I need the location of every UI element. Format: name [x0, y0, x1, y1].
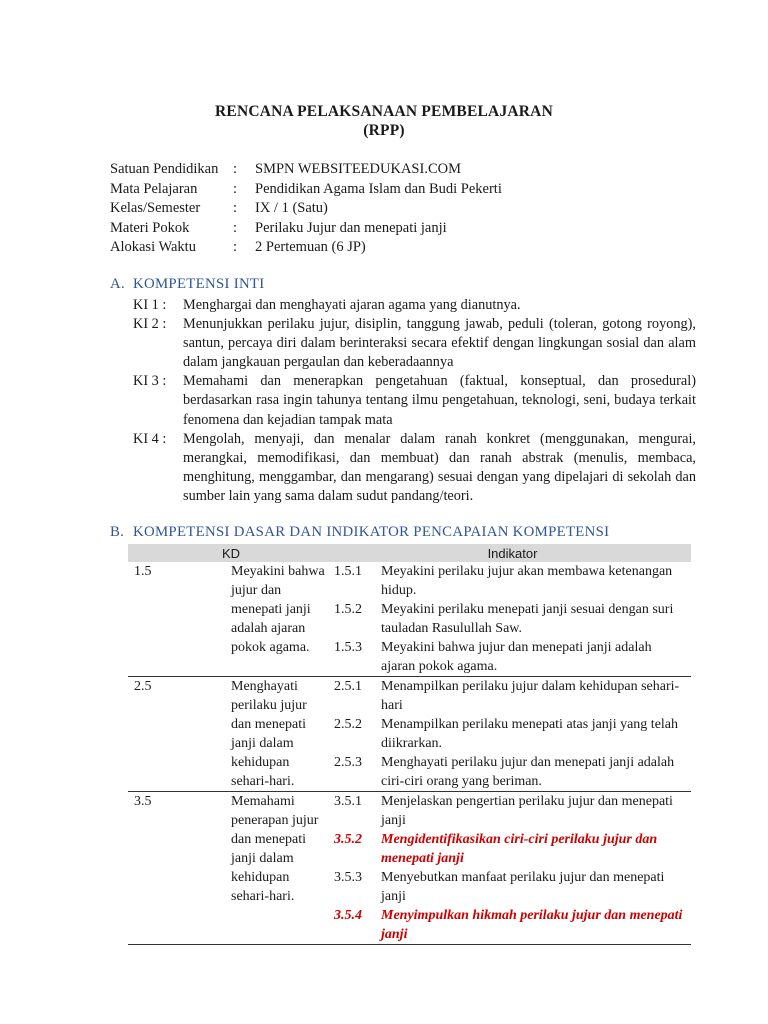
- indicator-item: [334, 753, 691, 791]
- ki-item: [133, 430, 696, 506]
- info-value: 2 Pertemuan (6 JP): [255, 239, 366, 255]
- indicator-number: 2.5.3: [334, 755, 362, 770]
- indicator-number: 3.5.1: [334, 794, 362, 809]
- info-value: Perilaku Jujur dan menepati janji: [255, 219, 447, 236]
- ki-text: Menghargai dan menghayati ajaran agama yang dianutnya.: [183, 297, 521, 313]
- indicator-item: [334, 715, 691, 753]
- info-value: SMPN WEBSITEEDUKASI.COM: [255, 161, 461, 177]
- ki-code: KI 4 :: [133, 430, 167, 447]
- indicator-item: [334, 868, 691, 906]
- indicator-text: Menjelaskan pengertian perilaku jujur dan menepati janji: [381, 794, 673, 828]
- identity-block: [110, 160, 502, 258]
- indicator-number: 2.5.2: [334, 717, 362, 732]
- document-subtitle: (RPP): [363, 122, 405, 139]
- info-label: Kelas/Semester: [110, 200, 201, 216]
- info-colon: :: [233, 219, 238, 236]
- section-a-heading: [110, 276, 265, 293]
- indicator-number: 3.5.3: [334, 870, 362, 885]
- info-colon: :: [233, 180, 238, 197]
- indicator-text: Menampilkan perilaku jujur dalam kehidupan sehari-hari: [381, 679, 680, 713]
- info-row-mapel: [110, 180, 502, 200]
- column-header-indikator: Indikator: [334, 544, 691, 562]
- indicator-item: [334, 600, 691, 638]
- column-header-kd: KD: [128, 544, 334, 562]
- indicator-text: Meyakini perilaku menepati janji sesuai dengan suri tauladan Rasulullah Saw.: [381, 602, 674, 636]
- indicator-text: Meyakini bahwa jujur dan menepati janji adalah ajaran pokok agama.: [381, 640, 652, 674]
- indicator-number: 1.5.1: [334, 564, 362, 579]
- indicator-item: [334, 677, 691, 715]
- kd-number: 2.5: [128, 677, 231, 792]
- section-letter: B.: [110, 524, 125, 540]
- section-title: KOMPETENSI DASAR DAN INDIKATOR PENCAPAIAN KOMPETENSI: [133, 524, 610, 540]
- indicator-cell: [334, 677, 691, 792]
- ki-item: [133, 296, 696, 315]
- indicator-text: Menghayati perilaku jujur dan menepati janji adalah ciri-ciri orang yang beriman.: [381, 755, 675, 789]
- table-row: [128, 677, 691, 792]
- kd-text: Memahami penerapan jujur dan menepati janji dalam kehidupan sehari-hari.: [231, 792, 334, 945]
- section-title: KOMPETENSI INTI: [133, 276, 265, 292]
- indicator-item-highlighted: [334, 906, 691, 944]
- document-title: RENCANA PELAKSANAAN PEMBELAJARAN: [215, 103, 553, 120]
- info-value: Pendidikan Agama Islam dan Budi Pekerti: [255, 180, 502, 197]
- indicator-number: 1.5.3: [334, 640, 362, 655]
- info-colon: :: [233, 239, 238, 255]
- ki-text: Memahami dan menerapkan pengetahuan (faktual, konseptual, dan prosedural) berdasarkan rasa ingin tahunya tentang ilmu pengetahuan, teknologi, seni, budaya terkait fenomena dan kejadian tampak mata: [183, 373, 696, 428]
- info-row-kelas: [110, 199, 502, 219]
- ki-text: Mengolah, menyaji, dan menalar dalam ranah konkret (menggunakan, mengurai, merangkai, memodifikasi, dan membuat) dan ranah abstrak (menulis, membaca, menghitung, menggambar, dan mengarang) sesuai dengan yang dipelajari di sekolah dan sumber lain yang sama dalam sudut pandang/teori.: [183, 430, 696, 504]
- info-colon: :: [233, 200, 238, 216]
- indicator-item: [334, 638, 691, 676]
- ki-code: KI 1 :: [133, 297, 167, 313]
- kompetensi-inti-list: [133, 296, 696, 506]
- kd-indikator-table: [128, 544, 691, 945]
- indicator-number: 3.5.2: [334, 832, 362, 847]
- indicator-text: Menampilkan perilaku menepati atas janji yang telah diikrarkan.: [381, 717, 679, 751]
- indicator-item: [334, 562, 691, 600]
- info-row-materi: [110, 219, 502, 239]
- indicator-number: 2.5.1: [334, 679, 362, 694]
- table-row: [128, 562, 691, 677]
- indicator-item-highlighted: [334, 830, 691, 868]
- ki-code: KI 3 :: [133, 373, 167, 390]
- ki-item: [133, 315, 696, 372]
- indicator-cell: [334, 562, 691, 677]
- indicator-text: Meyakini perilaku jujur akan membawa ketenangan hidup.: [381, 564, 673, 598]
- indicator-number: 3.5.4: [334, 908, 362, 923]
- kd-text: Menghayati perilaku jujur dan menepati janji dalam kehidupan sehari-hari.: [231, 677, 334, 792]
- info-colon: :: [233, 161, 238, 177]
- indicator-text: Menyimpulkan hikmah perilaku jujur dan menepati janji: [381, 908, 683, 942]
- table-row: [128, 792, 691, 945]
- indicator-text: Mengidentifikasikan ciri-ciri perilaku jujur dan menepati janji: [381, 832, 658, 866]
- info-label: Materi Pokok: [110, 219, 190, 236]
- info-label: Alokasi Waktu: [110, 239, 196, 255]
- indicator-item: [334, 792, 691, 830]
- indicator-number: 1.5.2: [334, 602, 362, 617]
- kd-number: 1.5: [128, 562, 231, 677]
- table-header-row: [128, 544, 691, 562]
- ki-item: [133, 372, 696, 429]
- kd-number: 3.5: [128, 792, 231, 945]
- section-b-heading: [110, 524, 609, 541]
- indicator-text: Menyebutkan manfaat perilaku jujur dan menepati janji: [381, 870, 665, 904]
- info-label: Satuan Pendidikan: [110, 161, 219, 177]
- kd-text: Meyakini bahwa jujur dan menepati janji adalah ajaran pokok agama.: [231, 562, 334, 677]
- indicator-cell: [334, 792, 691, 945]
- ki-code: KI 2 :: [133, 316, 167, 333]
- info-row-alokasi: [110, 238, 502, 258]
- info-value: IX / 1 (Satu): [255, 200, 328, 216]
- info-label: Mata Pelajaran: [110, 180, 198, 197]
- info-row-satuan: [110, 160, 502, 180]
- ki-text: Menunjukkan perilaku jujur, disiplin, tanggung jawab, peduli (toleran, gotong royong), santun, percaya diri dalam berinteraksi secara efektif dengan lingkungan sosial dan alam dalam jangkauan pergaulan dan keberadaannya: [183, 316, 696, 371]
- section-letter: A.: [110, 276, 125, 292]
